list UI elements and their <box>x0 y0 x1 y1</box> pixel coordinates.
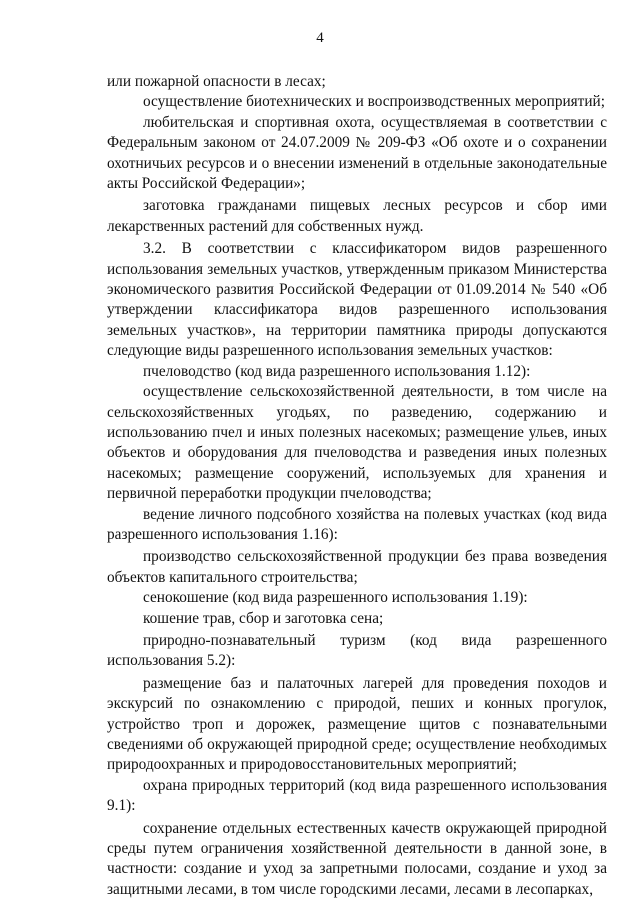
paragraph-beekeeping-code: пчеловодство (код вида разрешенного использования 1.12): <box>143 362 531 380</box>
paragraph-tourism-code: природно-познавательный туризм (код вида разрешенного использования 5.2): <box>107 631 607 670</box>
paragraph-haymaking-description: кошение трав, сбор и заготовка сена; <box>143 609 384 627</box>
paragraph-tourism-description: размещение баз и палаточных лагерей для проведения походов и экскурсий по ознакомлению с природой, пеших и конных прогулок, устройство троп и дорожек, размещение щитов с познавательными сведениями об окружающей природной среде; осуществление необходимых природоохранных и природовосстановительных мероприятий; <box>107 674 607 774</box>
paragraph-nature-protection-code: охрана природных территорий (код вида разрешенного использования 9.1): <box>107 776 607 815</box>
paragraph-food-resources: заготовка гражданами пищевых лесных ресурсов и сбор ими лекарственных растений для собственных нужд. <box>107 197 607 235</box>
page-number: 4 <box>316 30 324 46</box>
document-body <box>107 72 607 900</box>
paragraph-haymaking-code: сенокошение (код вида разрешенного использования 1.19): <box>143 589 528 607</box>
paragraph-personal-farming-code: ведение личного подсобного хозяйства на полевых участках (код вида разрешенного использования 1.16): <box>107 505 607 543</box>
paragraph-nature-protection-description: сохранение отдельных естественных качеств окружающей природной среды путем ограничения хозяйственной деятельности в данной зоне, в частности: создание и уход за запретными полосами, создание и уход за защитными лесами, в том числе городскими лесами, лесами в лесопарках, <box>107 819 607 898</box>
paragraph-section-3-2: 3.2. В соответствии с классификатором видов разрешенного использования земельных участков, утвержденным приказом Министерства экономического развития Российской Федерации от 01.09.2014 № 540 «Об утверждении классификатора видов разрешенного использования земельных участков», на территории памятника природы допускаются следующие виды разрешенного использования земельных участков: <box>107 240 607 360</box>
paragraph-agricultural-production: производство сельскохозяйственной продукции без права возведения объектов капитального строительства; <box>107 548 607 586</box>
paragraph-beekeeping-description: осуществление сельскохозяйственной деятельности, в том числе на сельскохозяйственных угодьях, по разведению, содержанию и использованию пчел и иных полезных насекомых; размещение ульев, иных объектов и оборудования для пчеловодства и разведения иных полезных насекомых; размещение сооружений, используемых для хранения и первичной переработки продукции пчеловодства; <box>107 383 607 503</box>
paragraph-biotechnical-measures: осуществление биотехнических и воспроизводственных мероприятий; <box>143 93 605 111</box>
paragraph-fire-hazard: или пожарной опасности в лесах; <box>107 73 326 90</box>
paragraph-hunting: любительская и спортивная охота, осуществляемая в соответствии с Федеральным законом от 24.07.2009 № 209-ФЗ «Об охоте и о сохранении охотничьих ресурсов и о внесении изменений в отдельные законодательные акты Российской Федерации»; <box>107 113 607 193</box>
